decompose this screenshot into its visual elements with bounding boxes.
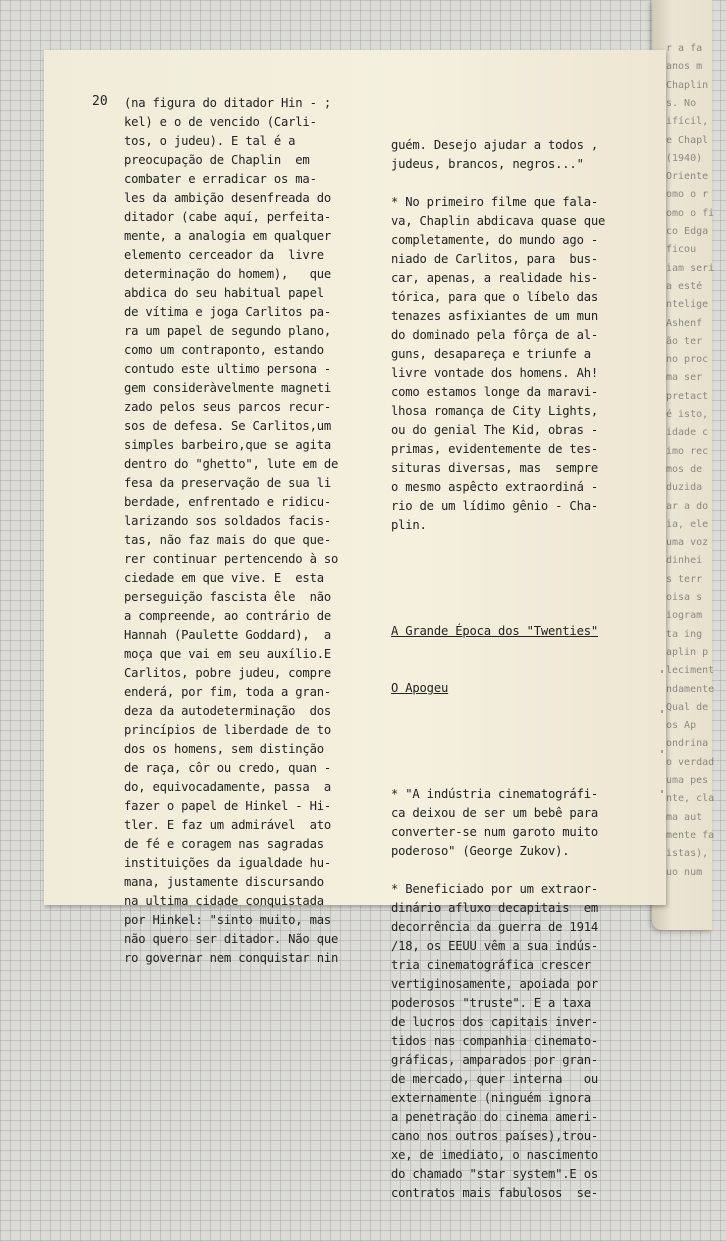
text-line: primas, evidentemente de tes- bbox=[391, 442, 598, 456]
text-line: ou do genial The Kid, obras - bbox=[391, 423, 598, 437]
bleed-line: aplin p bbox=[666, 646, 709, 658]
text-line: (na figura do ditador Hin - ; bbox=[124, 96, 331, 110]
text-line: como um contraponto, estando bbox=[124, 343, 324, 357]
text-line: ciedade em que vive. E esta bbox=[124, 571, 324, 585]
text-line: determinação do homem), que bbox=[124, 267, 331, 281]
right-column-bottom-text bbox=[391, 785, 649, 1203]
text-line: ro governar nem conquistar nin bbox=[124, 951, 339, 965]
text-line: vertiginosamente, apoiada por bbox=[391, 977, 598, 991]
bleed-line: ma aut bbox=[666, 811, 703, 823]
text-line: dentro do "ghetto", lute em de bbox=[124, 457, 339, 471]
bleed-line: s. No bbox=[666, 97, 697, 109]
text-line: moça que vai em seu auxílio.E bbox=[124, 647, 331, 661]
bleed-line: a esté bbox=[666, 280, 703, 292]
text-line: a compreende, ao contrário de bbox=[124, 609, 331, 623]
bleed-line: ma ser bbox=[666, 372, 703, 384]
text-line: sos de defesa. Se Carlitos,um bbox=[124, 419, 331, 433]
bleed-line: iogram bbox=[666, 610, 703, 622]
text-line: Carlitos, pobre judeu, compre bbox=[124, 666, 331, 680]
bleed-line: é isto, bbox=[666, 409, 709, 420]
bleed-line: mos de bbox=[666, 463, 703, 475]
bleed-line: uo num bbox=[666, 866, 703, 878]
text-line: judeus, brancos, negros..." bbox=[391, 157, 584, 171]
text-line: tidos nas companhia cinemato- bbox=[391, 1034, 598, 1048]
text-line: gráficas, amparados por gran- bbox=[391, 1053, 598, 1067]
text-line: tria cinematográfica crescer bbox=[391, 958, 591, 972]
bleed-line: no proc bbox=[666, 354, 709, 366]
left-column bbox=[124, 94, 414, 968]
text-line: perseguição fascista êle não bbox=[124, 590, 331, 604]
bleed-line: ifícil, bbox=[666, 116, 709, 128]
text-line: lhosa romança de City Lights, bbox=[391, 404, 598, 418]
bleed-line: r a fa bbox=[666, 43, 703, 54]
text-line: dos os homens, sem distinção bbox=[124, 742, 324, 756]
text-line: les da ambição desenfreada do bbox=[124, 191, 331, 205]
text-line: larizando sos soldados facis- bbox=[124, 514, 331, 528]
text-line: combater e erradicar os ma- bbox=[124, 172, 317, 186]
bleed-line: os Ap bbox=[666, 720, 697, 732]
right-column bbox=[391, 98, 649, 1241]
text-line: tórica, para que o líbelo das bbox=[391, 290, 598, 304]
text-line: preocupação de Chaplin em bbox=[124, 153, 310, 167]
text-line: princípios de liberdade de to bbox=[124, 723, 331, 737]
text-line: berdade, enfrentado e ridicu- bbox=[124, 495, 331, 509]
text-line: mente, a analogia em qualquer bbox=[124, 229, 331, 243]
text-line bbox=[391, 174, 649, 193]
text-line: elemento cerceador da livre bbox=[124, 248, 324, 262]
text-line: abdica do seu habitual papel bbox=[124, 286, 324, 300]
bleed-line: ta ing bbox=[666, 628, 703, 640]
bleed-line: nte, cla bbox=[666, 793, 715, 805]
text-line: va, Chaplin abdicava quase que bbox=[391, 214, 606, 228]
text-line: ra um papel de segundo plano, bbox=[124, 324, 331, 338]
bleed-line: uma voz bbox=[666, 537, 709, 549]
text-line: * No primeiro filme que fala- bbox=[391, 195, 598, 209]
text-line: dinário afluxo decapitais em bbox=[391, 901, 598, 915]
bleed-line: pretact bbox=[666, 390, 709, 402]
bleed-line: istas), bbox=[666, 848, 709, 860]
text-line: rio de um lídimo gênio - Cha- bbox=[391, 499, 598, 513]
text-line: tenazes asfixiantes de um mun bbox=[391, 309, 598, 323]
text-line: o mesmo aspêcto extraordiná - bbox=[391, 480, 598, 494]
text-line: tler. E faz um admirável ato bbox=[124, 818, 331, 832]
bleed-line: ia, ele bbox=[666, 518, 709, 530]
text-line: poderoso" (George Zukov). bbox=[391, 844, 570, 858]
text-line: deza da autodeterminação dos bbox=[124, 704, 331, 718]
bleed-line: leciment bbox=[666, 665, 715, 677]
text-line: niado de Carlitos, para bus- bbox=[391, 252, 598, 266]
text-line: tas, não faz mais do que que- bbox=[124, 533, 331, 547]
bleed-line: o verdad bbox=[666, 756, 715, 768]
text-line: /18, os EEUU vêm a sua indús- bbox=[391, 939, 598, 953]
text-line bbox=[391, 861, 649, 880]
text-line: Hannah (Paulette Goddard), a bbox=[124, 628, 331, 642]
text-line: ca deixou de ser um bebê para bbox=[391, 806, 598, 820]
bleed-line: Chaplin bbox=[666, 79, 709, 91]
text-line: instituições da igualdade hu- bbox=[124, 856, 331, 870]
text-line: simples barbeiro,que se agita bbox=[124, 438, 331, 452]
text-line: guém. Desejo ajudar a todos , bbox=[391, 138, 598, 152]
text-line: de vítima e joga Carlitos pa- bbox=[124, 305, 331, 319]
page-number: 20 bbox=[92, 94, 108, 109]
bleed-line: oisa s bbox=[666, 592, 703, 603]
bleed-line: anos m bbox=[666, 61, 703, 73]
text-line: como estamos longe da maravi- bbox=[391, 385, 598, 399]
text-line: gem consideràvelmente magneti bbox=[124, 381, 331, 395]
text-line: mana, justamente discursando bbox=[124, 875, 324, 889]
text-line: na ultima cidade conquistada bbox=[124, 894, 324, 908]
section-heading-line1: A Grande Época dos "Twenties" bbox=[391, 624, 598, 638]
bleed-line: dinhei bbox=[666, 555, 703, 567]
text-line: tos, o judeu). E tal é a bbox=[124, 134, 296, 148]
text-line: de raça, côr ou credo, quan - bbox=[124, 761, 331, 775]
bleed-line: duzida bbox=[666, 482, 703, 494]
text-line: completamente, do mundo ago - bbox=[391, 233, 598, 247]
text-line: externamente (ninguém ignora bbox=[391, 1091, 591, 1105]
text-line: cano nos outros países),trou- bbox=[391, 1129, 598, 1143]
text-line: converter-se num garoto muito bbox=[391, 825, 598, 839]
bleed-line: ficou bbox=[666, 244, 697, 256]
bleed-line: ndamente bbox=[666, 683, 715, 695]
text-line: do, equivocadamente, passa a bbox=[124, 780, 331, 794]
bleed-line: (1940) bbox=[666, 152, 703, 164]
bleed-line: iam seri bbox=[666, 262, 715, 274]
bleed-line: Ashenf bbox=[666, 317, 703, 329]
text-line: * Beneficiado por um extraor- bbox=[391, 882, 598, 896]
text-line: kel) e o de vencido (Carli- bbox=[124, 115, 317, 129]
text-line: fesa da preservação de sua li bbox=[124, 476, 331, 490]
text-line: de fé e coragem nas sagradas bbox=[124, 837, 324, 851]
text-line: zado pelos seus parcos recur- bbox=[124, 400, 331, 414]
text-line: não quero ser ditador. Não que bbox=[124, 932, 339, 946]
staple-marks bbox=[661, 670, 663, 820]
text-line: plin. bbox=[391, 518, 427, 532]
bleed-line: imo rec bbox=[666, 445, 709, 457]
bleed-line: co Edga bbox=[666, 226, 709, 237]
bleed-line: idade c bbox=[666, 427, 709, 439]
section-heading-line2: O Apogeu bbox=[391, 681, 449, 695]
text-line: poderosos "truste". E a taxa bbox=[391, 996, 591, 1010]
right-column-top-text bbox=[391, 136, 649, 535]
text-line: contratos mais fabulosos se- bbox=[391, 1186, 598, 1200]
text-line: enderá, por fim, toda a gran- bbox=[124, 685, 331, 699]
text-line: situras diversas, mas sempre bbox=[391, 461, 598, 475]
bleed-line: Oriente bbox=[666, 171, 709, 183]
text-line: ditador (cabe aquí, perfeita- bbox=[124, 210, 331, 224]
bleed-line: e Chapl bbox=[666, 134, 709, 146]
text-line: do dominado pela fôrça de al- bbox=[391, 328, 598, 342]
bleed-line: ar a do bbox=[666, 500, 709, 512]
bleed-line: mente fa bbox=[666, 829, 715, 841]
text-line: xe, de imediato, o nascimento bbox=[391, 1148, 598, 1162]
text-line: decorrência da guerra de 1914 bbox=[391, 920, 598, 934]
text-line: por Hinkel: "sinto muito, mas bbox=[124, 913, 331, 927]
bleed-line: omo o r bbox=[666, 189, 709, 201]
text-line: car, apenas, a realidade his- bbox=[391, 271, 598, 285]
bleed-line: omo o fi bbox=[666, 207, 715, 219]
text-line: de lucros dos capitais inver- bbox=[391, 1015, 598, 1029]
text-line: fazer o papel de Hinkel - Hi- bbox=[124, 799, 331, 813]
text-line: contudo este ultimo persona - bbox=[124, 362, 331, 376]
bleed-line: s terr bbox=[666, 573, 703, 585]
bleed-line: ão ter bbox=[666, 335, 703, 347]
text-line: livre vontade dos homens. Ah! bbox=[391, 366, 598, 380]
text-line: a penetração do cinema ameri- bbox=[391, 1110, 598, 1124]
bleed-line: ntelige bbox=[666, 299, 709, 311]
text-line: guns, desapareça e triunfe a bbox=[391, 347, 591, 361]
bleed-line: uma pes bbox=[666, 775, 709, 786]
bleed-line: Qual de bbox=[666, 701, 709, 713]
bleed-line: ondrina bbox=[666, 738, 709, 750]
text-line: rer continuar pertencendo à so bbox=[124, 552, 339, 566]
text-line: de mercado, quer interna ou bbox=[391, 1072, 598, 1086]
book-page bbox=[44, 50, 666, 1200]
text-line: * "A indústria cinematográfi- bbox=[391, 787, 598, 801]
text-line: do chamado "star system".E os bbox=[391, 1167, 598, 1181]
